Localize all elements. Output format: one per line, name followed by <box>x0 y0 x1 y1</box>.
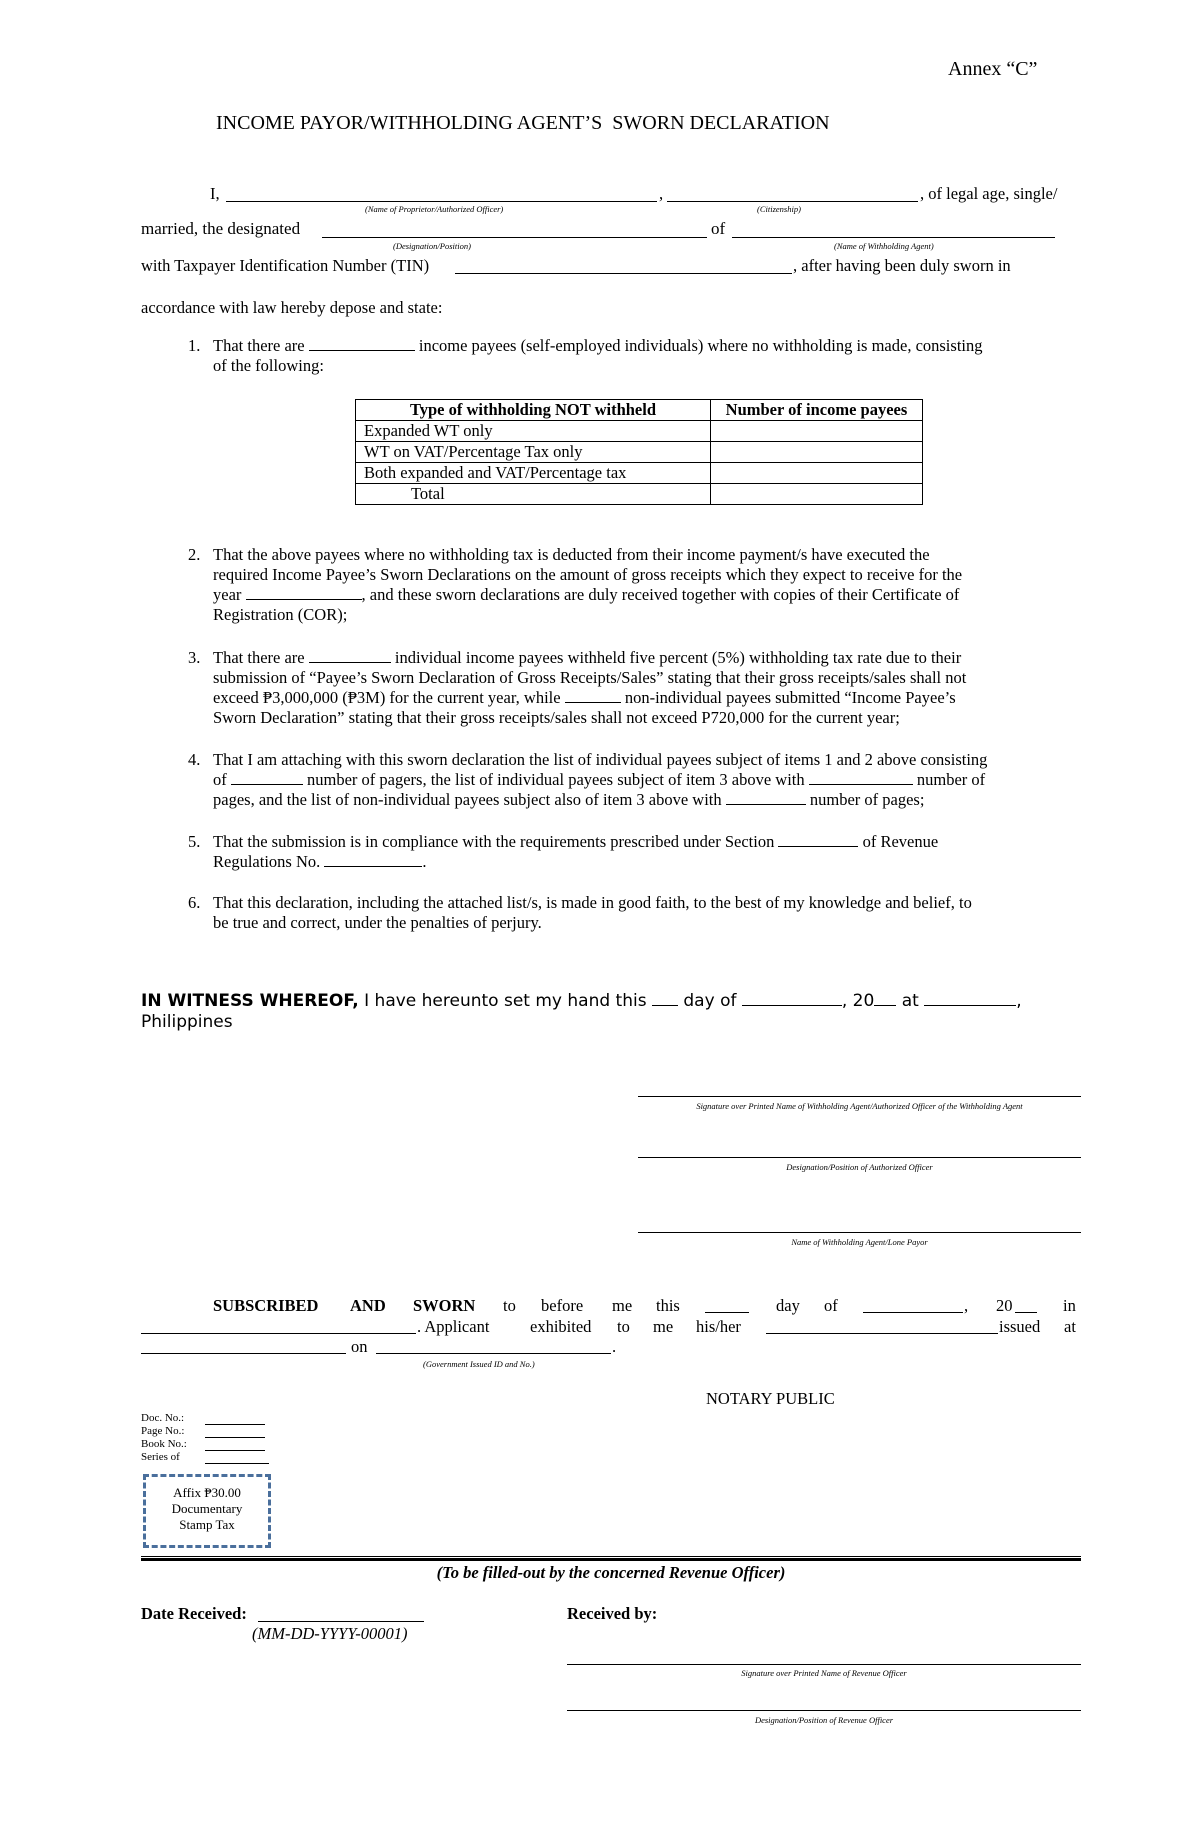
designation-line[interactable] <box>322 237 707 238</box>
payee-count-cell[interactable] <box>711 421 923 442</box>
witness-text: , <box>1016 991 1022 1011</box>
caption-revenue-signature: Signature over Printed Name of Revenue Officer <box>741 1668 907 1678</box>
payees-count-blank[interactable] <box>309 336 415 351</box>
item-text: number of pagers, the list of individual payees subject of item 3 above with <box>307 770 805 789</box>
table-row <box>356 421 923 442</box>
pages-blank-2[interactable] <box>809 770 913 785</box>
book-no-line[interactable] <box>205 1450 265 1451</box>
citizenship-line[interactable] <box>667 201 918 202</box>
subscribed-text: issued <box>999 1317 1041 1336</box>
subscribed-bold: AND <box>350 1296 386 1315</box>
item-text: exceed ₱3,000,000 (₱3M) for the current year, while <box>213 688 561 707</box>
subscribed-text: at <box>1064 1317 1076 1336</box>
subscribed-text: day <box>776 1296 800 1315</box>
annex-label: Annex “C” <box>948 58 1038 80</box>
subscribed-text: me <box>653 1317 674 1336</box>
withholding-table <box>355 399 923 505</box>
item-text: That I am attaching with this sworn declaration the list of individual payees subject of items 1 and 2 above consisting <box>213 750 988 769</box>
item-text: Regulations No. <box>213 852 321 871</box>
of-text: of <box>711 219 726 238</box>
witness-bold: IN WITNESS WHEREOF, <box>141 991 359 1011</box>
witness-text: , 20 <box>841 991 875 1011</box>
tin-line[interactable] <box>455 273 792 274</box>
subscribed-text: of <box>824 1296 838 1315</box>
item-number: 1. <box>188 336 201 355</box>
table-cell: Both expanded and VAT/Percentage tax <box>356 463 711 484</box>
document-title: INCOME PAYOR/WITHHOLDING AGENT’S SWORN DECLARATION <box>216 112 830 134</box>
item-text: of <box>213 770 227 789</box>
item-text: required Income Payee’s Sworn Declarations on the amount of gross receipts which they expect to receive for the <box>213 565 963 584</box>
item-4 <box>188 750 1083 810</box>
place-blank[interactable] <box>924 990 1016 1006</box>
doc-info <box>141 1412 187 1464</box>
subscribed-text: on <box>351 1337 368 1356</box>
caption-revenue-designation: Designation/Position of Revenue Officer <box>754 1715 894 1725</box>
issued-place-blank[interactable] <box>141 1339 346 1354</box>
caption-citizenship: (Citizenship) <box>757 204 801 214</box>
item-text: That the submission is in compliance with the requirements prescribed under Section <box>213 832 775 851</box>
page-no-label: Page No.: <box>141 1425 185 1437</box>
page-no-line[interactable] <box>205 1437 265 1438</box>
payee-count-cell[interactable] <box>711 463 923 484</box>
caption-designation-officer: Designation/Position of Authorized Officer <box>786 1162 933 1172</box>
notary-public: NOTARY PUBLIC <box>706 1389 835 1408</box>
table-row <box>356 484 923 505</box>
divider-thick <box>141 1558 1081 1561</box>
subscribed-bold: SWORN <box>413 1296 476 1315</box>
date-received-label: Date Received: <box>141 1604 247 1623</box>
date-received-line[interactable] <box>258 1621 424 1622</box>
signature-line-1[interactable] <box>638 1096 1081 1097</box>
subscribed-line-2 <box>141 1317 1081 1337</box>
sworn-place-blank[interactable] <box>141 1319 416 1334</box>
item-text: number of <box>916 770 986 789</box>
subscribed-text: his/her <box>696 1317 741 1336</box>
stamp-text: Documentary <box>171 1501 243 1516</box>
subscribed-text: 20 <box>996 1296 1013 1315</box>
item-text: Registration (COR); <box>213 605 348 624</box>
subscribed-text: in <box>1063 1296 1076 1315</box>
accordance-text: accordance with law hereby depose and state: <box>141 298 443 317</box>
series-label: Series of <box>141 1451 180 1463</box>
item-text: That this declaration, including the attached list/s, is made in good faith, to the best of my knowledge and belief, to <box>213 893 972 912</box>
item-text: That there are <box>213 336 305 355</box>
item-6 <box>188 893 1083 933</box>
item-text: of Revenue <box>862 832 939 851</box>
item-text: . <box>422 852 427 871</box>
item-number: 6. <box>188 893 201 912</box>
table-cell: Expanded WT only <box>356 421 711 442</box>
stamp-text: Stamp Tax <box>179 1517 235 1532</box>
subscribed-line-1 <box>141 1296 1081 1316</box>
year-blank[interactable] <box>874 990 896 1006</box>
subscribed-line-3 <box>141 1337 1081 1357</box>
documentary-stamp-box <box>143 1474 271 1548</box>
table-row <box>356 463 923 484</box>
witness-text: day of <box>683 991 737 1011</box>
table-cell: Total <box>356 484 711 505</box>
sworn-day-blank[interactable] <box>705 1298 749 1313</box>
item-text: year <box>213 585 242 604</box>
item-3 <box>188 648 1083 728</box>
book-no-label: Book No.: <box>141 1438 187 1450</box>
caption-name: (Name of Proprietor/Authorized Officer) <box>365 204 504 214</box>
item-text: individual income payees withheld five percent (5%) withholding tax rate due to their <box>394 648 962 667</box>
revenue-designation-line[interactable] <box>567 1710 1081 1711</box>
comma: , <box>659 184 664 203</box>
subscribed-text: before <box>541 1296 584 1315</box>
subscribed-text: me <box>612 1296 633 1315</box>
table-row <box>356 442 923 463</box>
pages-blank-3[interactable] <box>726 790 806 805</box>
subscribed-text: . Applicant <box>417 1317 490 1336</box>
series-line[interactable] <box>205 1463 269 1464</box>
payee-count-cell[interactable] <box>711 442 923 463</box>
caption-gov-id: (Government Issued ID and No.) <box>423 1359 535 1369</box>
item-number: 2. <box>188 545 201 564</box>
doc-no-label: Doc. No.: <box>141 1412 185 1424</box>
item-text: That there are <box>213 648 305 667</box>
revenue-signature-line[interactable] <box>567 1664 1081 1665</box>
table-header-row <box>356 400 923 421</box>
item-5 <box>188 832 1083 872</box>
item-text: , and these sworn declarations are duly received together with copies of their Certificate of <box>361 585 960 604</box>
subscribed-text: , <box>964 1296 969 1315</box>
revenue-heading: (To be filled-out by the concerned Revenue Officer) <box>436 1563 786 1582</box>
item-2 <box>188 545 1083 625</box>
divider-thin <box>141 1556 1081 1557</box>
item-text: be true and correct, under the penalties of perjury. <box>213 913 542 932</box>
item-text: non-individual payees submitted “Income Payee’s <box>624 688 956 707</box>
witness-text: at <box>901 991 919 1011</box>
gov-id-blank[interactable] <box>766 1319 998 1334</box>
intro-i: I, <box>210 184 220 203</box>
day-blank[interactable] <box>652 990 678 1006</box>
caption-signature-agent: Signature over Printed Name of Withholding Agent/Authorized Officer of the Withholding Agent <box>696 1101 1023 1111</box>
table-header: Number of income payees <box>711 400 923 421</box>
item-text: of the following: <box>213 356 324 375</box>
table-header: Type of withholding NOT withheld <box>356 400 711 421</box>
caption-agent-payor: Name of Withholding Agent/Lone Payor <box>791 1237 928 1247</box>
item-text: pages, and the list of non-individual payees subject also of item 3 above with <box>213 790 722 809</box>
married-text: married, the designated <box>141 219 301 238</box>
doc-no-line[interactable] <box>205 1424 265 1425</box>
issued-date-blank[interactable] <box>376 1339 611 1354</box>
non-individual-payees-blank[interactable] <box>565 688 621 703</box>
item-text: That the above payees where no withholding tax is deducted from their income payment/s have executed the <box>213 545 930 564</box>
subscribed-text: exhibited <box>530 1317 592 1336</box>
pages-blank-1[interactable] <box>231 770 303 785</box>
witness-text: I have hereunto set my hand this <box>364 991 647 1011</box>
legal-age-text: , of legal age, single/ <box>920 184 1058 203</box>
item-text: number of pages; <box>809 790 925 809</box>
item-number: 5. <box>188 832 201 851</box>
witness-paragraph <box>141 990 1081 1033</box>
item-number: 3. <box>188 648 201 667</box>
witness-text: Philippines <box>141 1012 233 1032</box>
item-number: 4. <box>188 750 201 769</box>
agent-name-line[interactable] <box>732 237 1055 238</box>
subscribed-text: to <box>617 1317 630 1336</box>
table-cell: WT on VAT/Percentage Tax only <box>356 442 711 463</box>
year-blank[interactable] <box>246 585 362 600</box>
section-blank[interactable] <box>778 832 858 847</box>
caption-designation: (Designation/Position) <box>393 241 471 251</box>
item-text: income payees (self-employed individuals) where no withholding is made, consisting <box>418 336 983 355</box>
tin-text: with Taxpayer Identification Number (TIN) <box>141 256 430 275</box>
signature-line-3[interactable] <box>638 1232 1081 1233</box>
subscribed-text: this <box>656 1296 680 1315</box>
sworn-month-blank[interactable] <box>863 1298 963 1313</box>
subscribed-text: to <box>503 1296 516 1315</box>
regulations-no-blank[interactable] <box>324 852 422 867</box>
item-1 <box>188 336 1083 376</box>
item-text: Sworn Declaration” stating that their gross receipts/sales shall not exceed P720,000 for the current year; <box>213 708 900 727</box>
payee-count-cell[interactable] <box>711 484 923 505</box>
sworn-in-text: , after having been duly sworn in <box>793 256 1011 275</box>
date-format-hint: (MM-DD-YYYY-00001) <box>252 1624 408 1643</box>
signature-line-2[interactable] <box>638 1157 1081 1158</box>
received-by-label: Received by: <box>567 1604 658 1623</box>
month-blank[interactable] <box>742 990 842 1006</box>
subscribed-text: . <box>612 1337 617 1356</box>
sworn-year-blank[interactable] <box>1015 1298 1037 1313</box>
caption-agent: (Name of Withholding Agent) <box>834 241 934 251</box>
subscribed-bold: SUBSCRIBED <box>213 1296 319 1315</box>
stamp-text: Affix ₱30.00 <box>173 1485 241 1500</box>
name-line[interactable] <box>226 201 657 202</box>
item-text: submission of “Payee’s Sworn Declaration of Gross Receipts/Sales” stating that their gross receipts/sales shall not <box>213 668 967 687</box>
individual-payees-blank[interactable] <box>309 648 391 663</box>
